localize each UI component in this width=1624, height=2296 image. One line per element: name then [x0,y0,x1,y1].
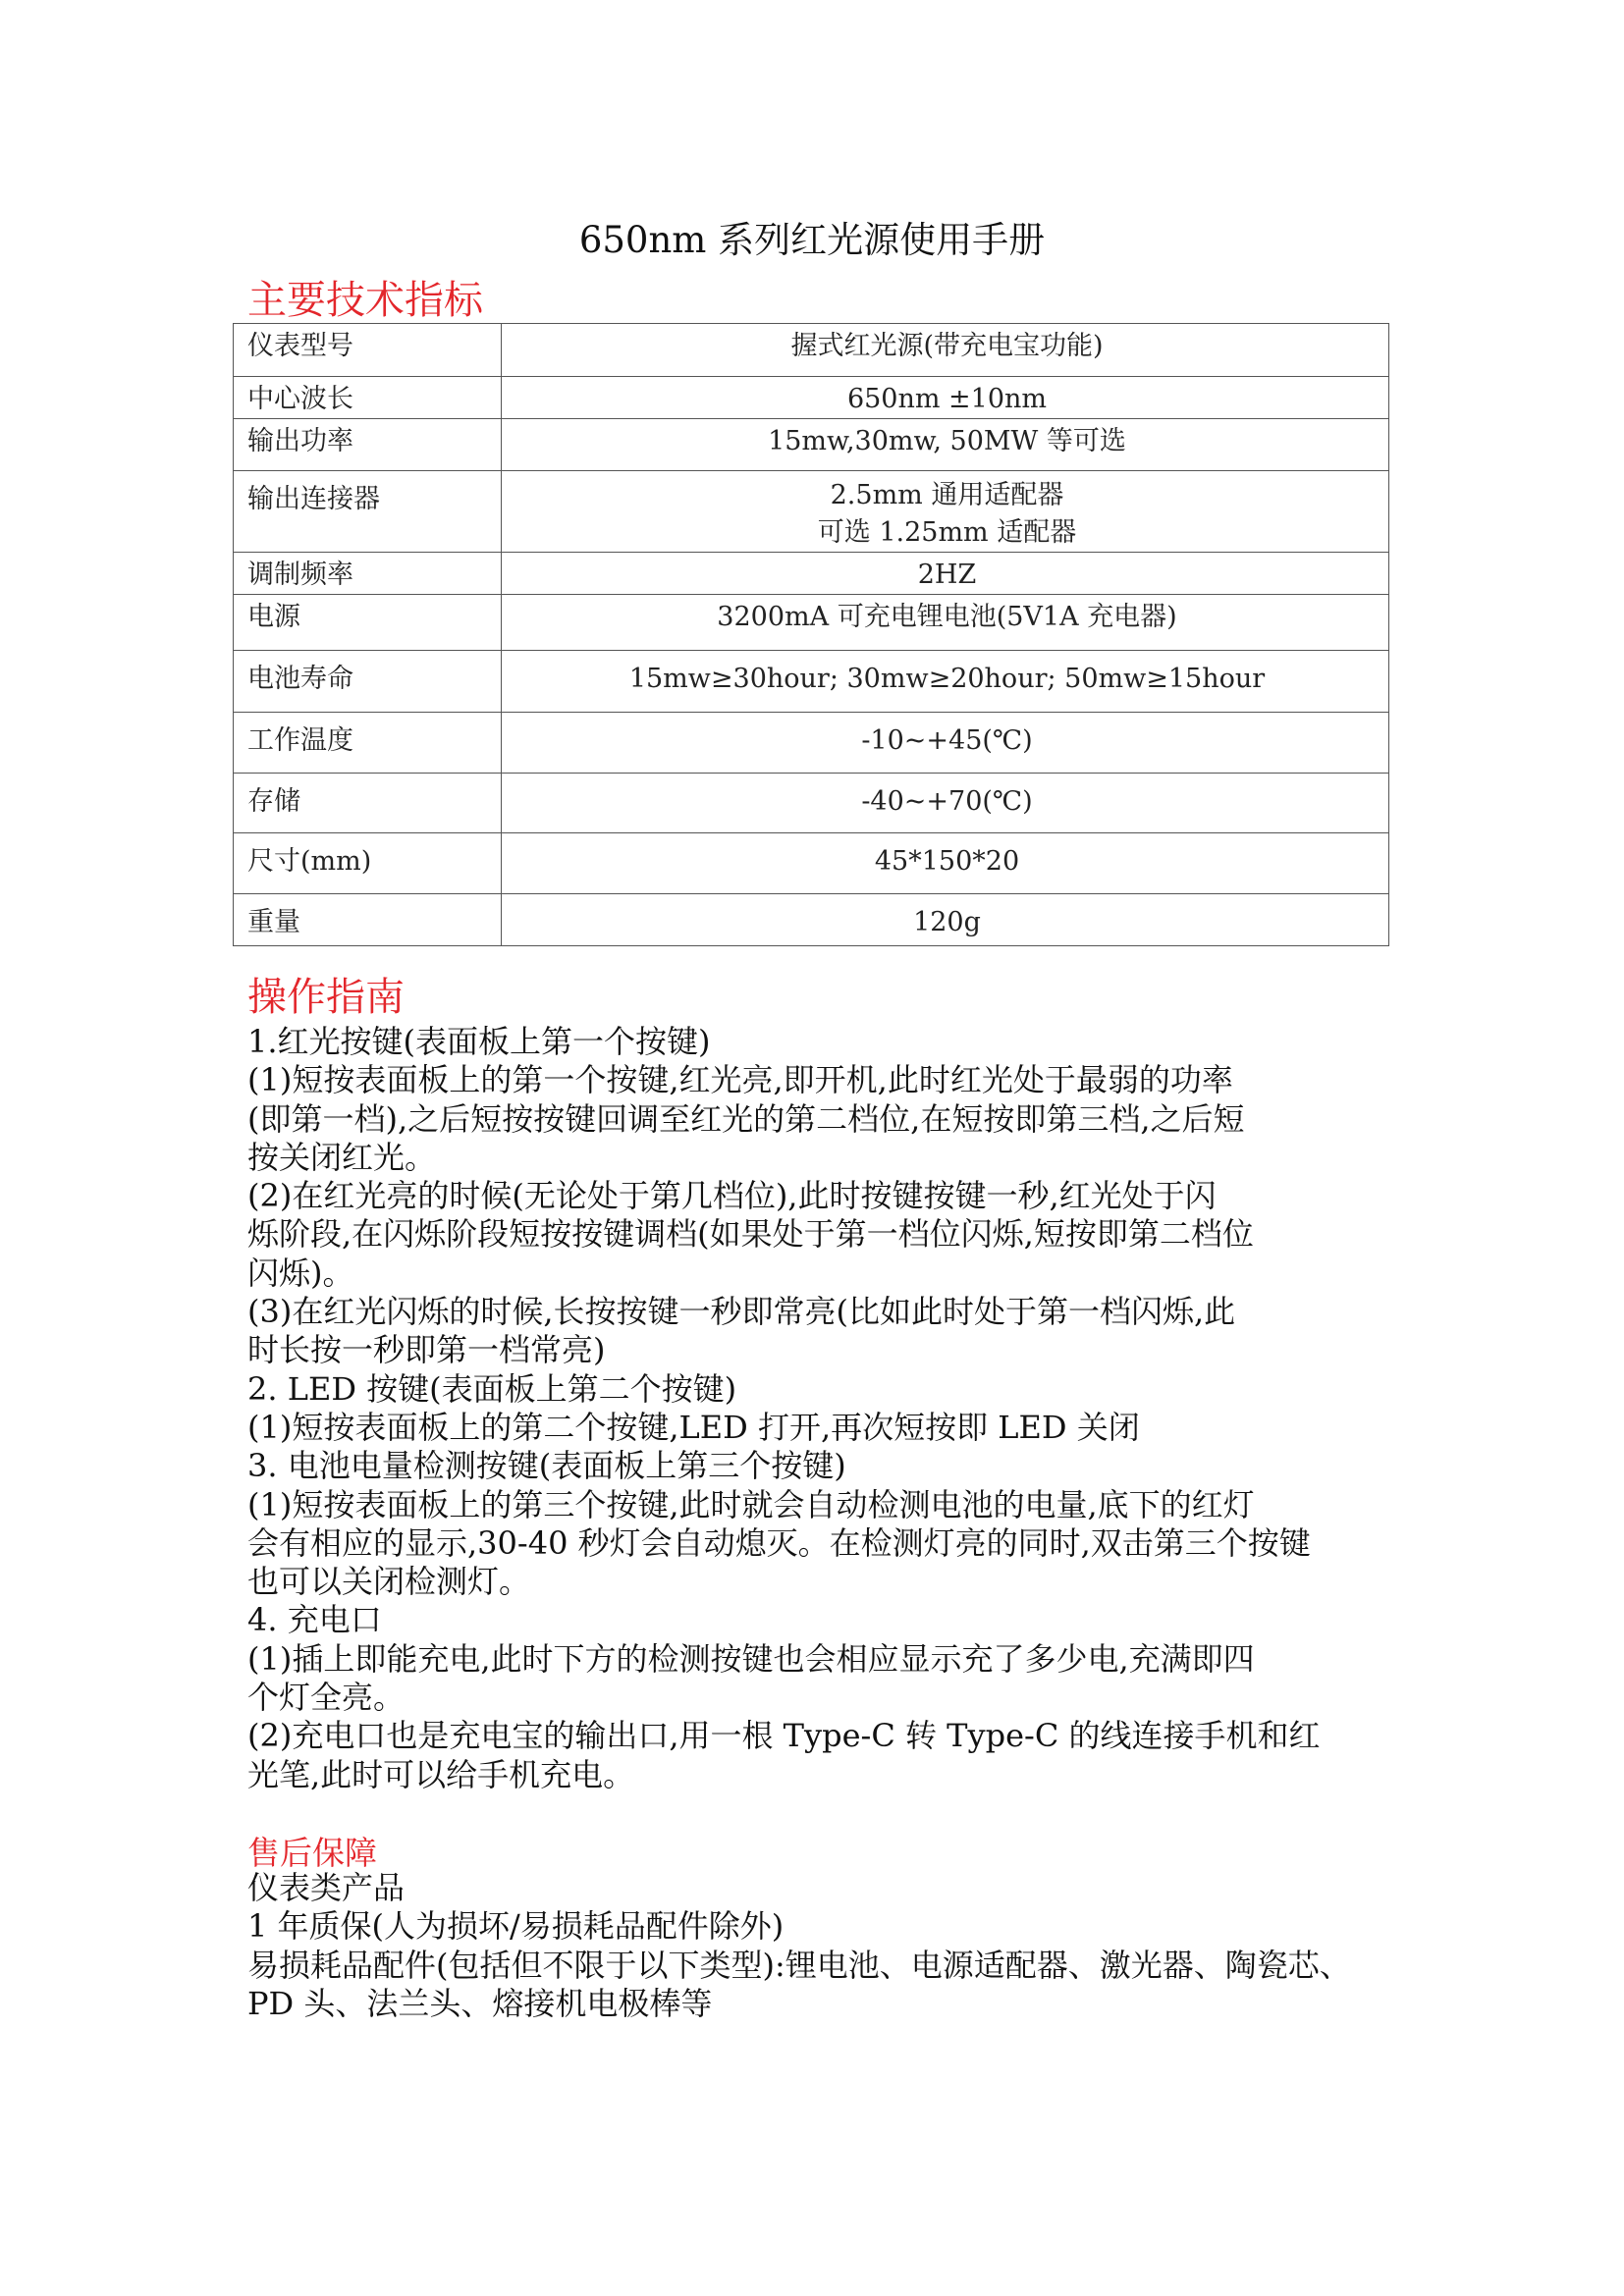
spec-label: 电池寿命 [234,651,502,713]
spec-label: 输出连接器 [234,471,502,553]
spec-value: -40~+70(℃) [502,774,1389,833]
guide-line: 闪烁)。 [247,1254,354,1292]
table-row [234,377,1389,419]
guide-line: 按关闭红光。 [247,1138,437,1176]
guide-line: (3)在红光闪烁的时候,长按按键一秒即常亮(比如此时处于第一档闪烁,此 [247,1293,1236,1331]
guide-line: 4. 充电口 [247,1601,382,1639]
spec-label: 尺寸(mm) [234,833,502,894]
guide-line: (1)短按表面板上的第一个按键,红光亮,即开机,此时红光处于最弱的功率 [247,1061,1233,1099]
spec-value: 握式红光源(带充电宝功能) [502,324,1389,377]
spec-label: 工作温度 [234,713,502,774]
spec-value: 3200mA 可充电锂电池(5V1A 充电器) [502,595,1389,651]
warranty-line: 仪表类产品 [247,1869,406,1906]
table-row [234,774,1389,833]
guide-line: 2. LED 按键(表面板上第二个按键) [247,1369,737,1408]
table-row [234,894,1389,946]
guide-line: (2)充电口也是充电宝的输出口,用一根 Type-C 转 Type-C 的线连接手机和红 [247,1717,1321,1755]
guide-line: 个灯全亮。 [247,1679,406,1717]
guide-line: 时长按一秒即第一档常亮) [247,1331,606,1369]
spec-value: -10~+45(℃) [502,713,1389,774]
table-row [234,553,1389,595]
spec-label: 仪表型号 [234,324,502,377]
table-row [234,419,1389,471]
warranty-line: 1 年质保(人为损坏/易损耗品配件除外) [247,1907,785,1946]
warranty-heading: 售后保障 [247,1834,377,1872]
guide-line: 光笔,此时可以给手机充电。 [247,1755,635,1793]
spec-value: 45*150*20 [502,833,1389,894]
spec-label: 中心波长 [234,377,502,419]
specs-heading: 主要技术指标 [247,278,483,323]
operation-guide [247,1023,1394,1794]
spec-value: 120g [502,894,1389,946]
guide-line: (1)短按表面板上的第二个按键,LED 打开,再次短按即 LED 关闭 [247,1408,1140,1446]
spec-label: 电源 [234,595,502,651]
table-row [234,324,1389,377]
guide-line: 会有相应的显示,30-40 秒灯会自动熄灭。在检测灯亮的同时,双击第三个按键 [247,1523,1311,1562]
warranty-line: PD 头、法兰头、熔接机电极棒等 [247,1984,713,2022]
spec-label: 存储 [234,774,502,833]
spec-label: 调制频率 [234,553,502,595]
guide-line: (即第一档),之后短按按键回调至红光的第二档位,在短按即第三档,之后短 [247,1099,1245,1138]
guide-line: 烁阶段,在闪烁阶段短按按键调档(如果处于第一档位闪烁,短按即第二档位 [247,1215,1254,1254]
spec-value [502,471,1389,553]
spec-value-line: 2.5mm 通用适配器 [830,480,1064,510]
warranty-line: 易损耗品配件(包括但不限于以下类型):锂电池、电源适配器、激光器、陶瓷芯、 [247,1946,1351,1984]
guide-line: 3. 电池电量检测按键(表面板上第三个按键) [247,1447,846,1485]
guide-line: (1)短按表面板上的第三个按键,此时就会自动检测电池的电量,底下的红灯 [247,1485,1255,1523]
spec-label: 重量 [234,894,502,946]
spec-value: 15mw≥30hour; 30mw≥20hour; 50mw≥15hour [502,651,1389,713]
guide-line: (1)插上即能充电,此时下方的检测按键也会相应显示充了多少电,充满即四 [247,1639,1255,1678]
guide-heading: 操作指南 [247,975,405,1020]
guide-line: 也可以关闭检测灯。 [247,1563,531,1601]
warranty-section [247,1869,1394,2023]
table-row [234,713,1389,774]
guide-line: (2)在红光亮的时候(无论处于第几档位),此时按键按键一秒,红光处于闪 [247,1177,1217,1215]
table-row [234,595,1389,651]
spec-value: 15mw,30mw, 50MW 等可选 [502,419,1389,471]
page-title: 650nm 系列红光源使用手册 [578,219,1046,261]
table-row [234,651,1389,713]
table-row [234,471,1389,553]
spec-value: 650nm ±10nm [502,377,1389,419]
spec-value: 2HZ [502,553,1389,595]
guide-line: 1.红光按键(表面板上第一个按键) [247,1023,711,1060]
spec-value-line: 可选 1.25mm 适配器 [817,517,1077,548]
table-row [234,833,1389,894]
spec-table [233,323,1389,946]
spec-label: 输出功率 [234,419,502,471]
